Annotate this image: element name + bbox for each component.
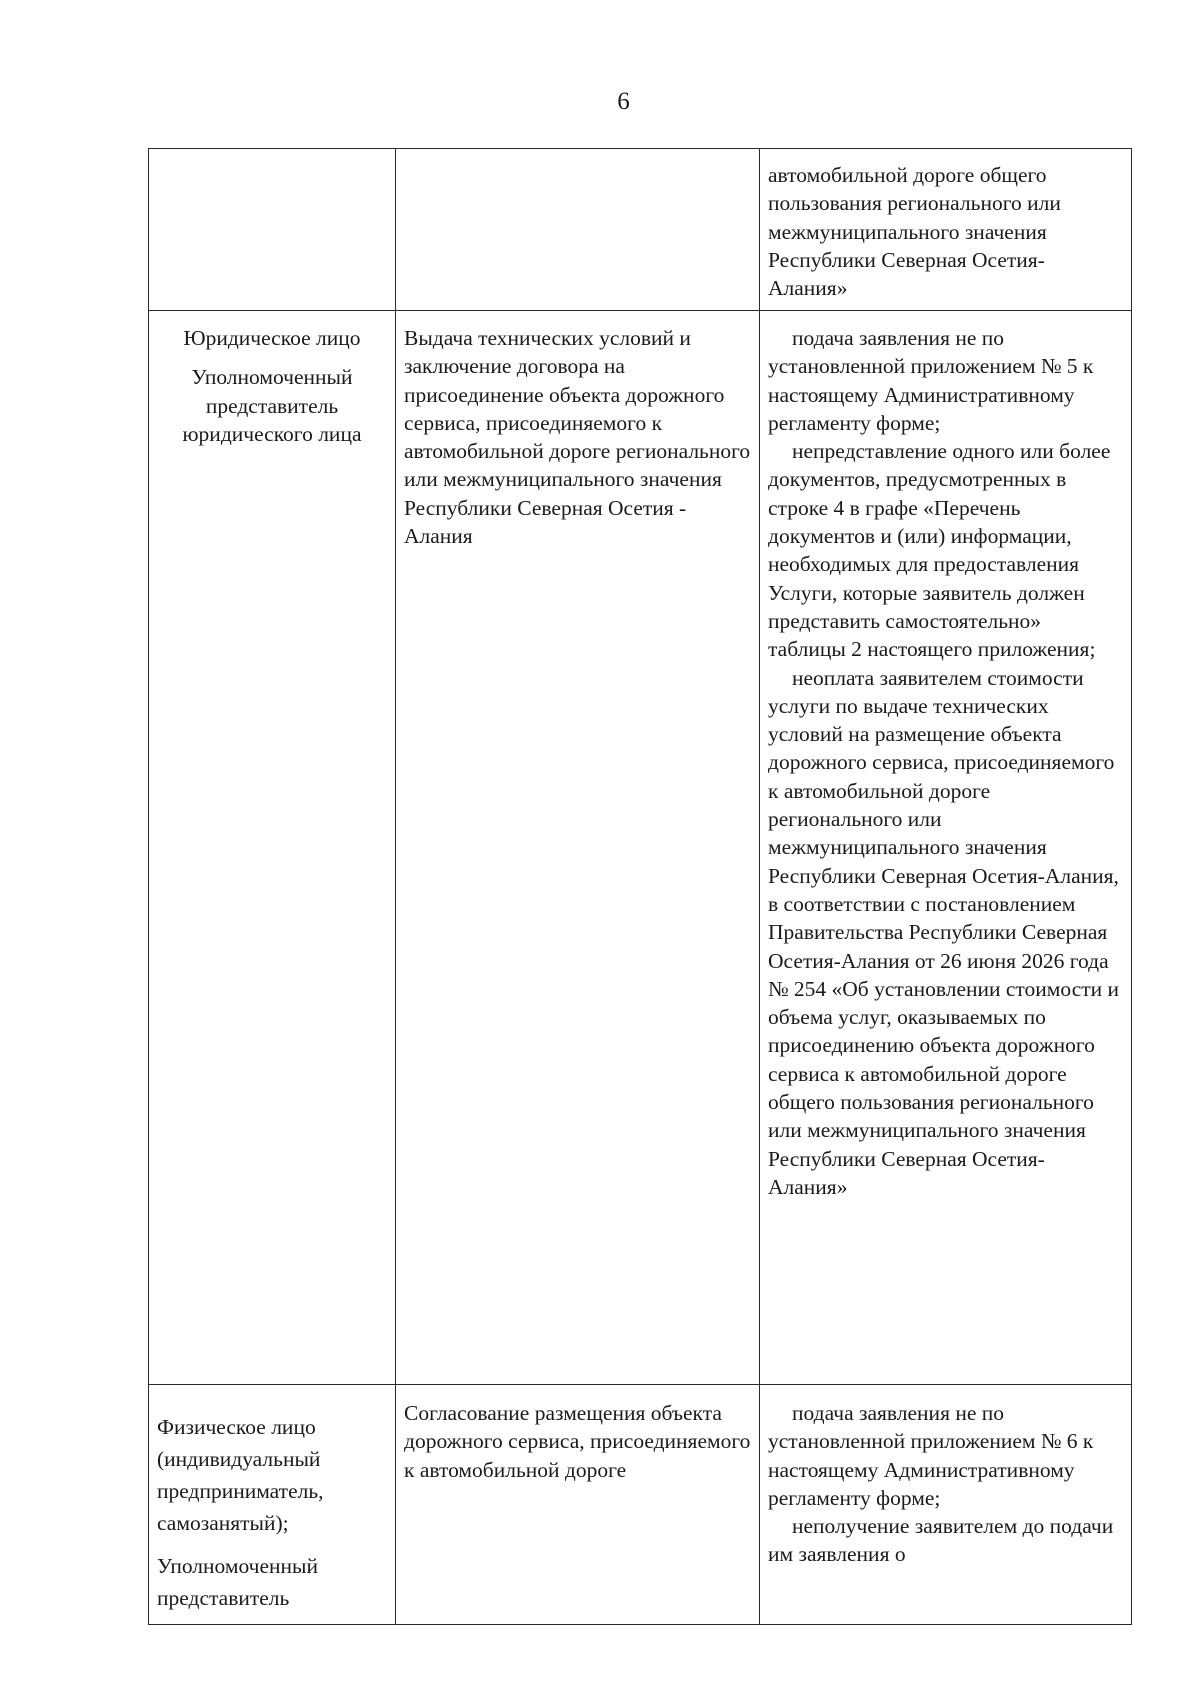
applicant-representative: Уполномоченный представитель юридического лица bbox=[182, 365, 362, 446]
grounds-item: неполучение заявителем до подачи им заявления о bbox=[768, 1514, 1114, 1567]
applicant-type: Юридическое лицо bbox=[183, 326, 361, 350]
grounds-cell bbox=[760, 149, 1132, 311]
service-text: Выдача технических условий и заключение договора на присоединение объекта дорожного сервиса, присоединяемого к автомобильной дороге регионального или межмуниципального значения Республики Северная Осетия - Алания bbox=[404, 326, 751, 549]
grounds-text: автомобильной дороге общего пользования регионального или межмуниципального значения Республики Северная Осетия-Алания» bbox=[768, 163, 1061, 301]
applicant-representative: Уполномоченный представитель bbox=[157, 1554, 318, 1610]
grounds-cell bbox=[760, 311, 1132, 1385]
grounds-item: подача заявления не по установленной приложением № 5 к настоящему Административному регламенту форме; bbox=[768, 326, 1094, 435]
service-text: Согласование размещения объекта дорожного сервиса, присоединяемого к автомобильной дороге bbox=[404, 1401, 751, 1482]
table-row bbox=[149, 1385, 1132, 1625]
grounds-item: подача заявления не по установленной приложением № 6 к настоящему Административному регламенту форме; bbox=[768, 1401, 1094, 1510]
applicant-cell bbox=[149, 311, 396, 1385]
service-cell bbox=[396, 1385, 760, 1625]
applicant-type: Физическое лицо (индивидуальный предприниматель, самозанятый); bbox=[157, 1415, 324, 1535]
grounds-item: неоплата заявителем стоимости услуги по выдаче технических условий на размещение объекта дорожного сервиса, присоединяемого к автомобильной дороге регионального или межмуниципального значения Республики Северная Осетия-Алания, в соответствии с постановлением Правительства Республики Северная Осетия-Алания от 26 июня 2026 года № 254 «Об установлении стоимости и объема услуг, оказываемых по присоединению объекта дорожного сервиса к автомобильной дороге общего пользования регионального или межмуниципального значения Республики Северная Осетия-Алания» bbox=[768, 665, 1120, 1199]
applicant-cell bbox=[149, 149, 396, 311]
service-cell bbox=[396, 149, 760, 311]
applicant-cell bbox=[149, 1385, 396, 1625]
service-cell bbox=[396, 311, 760, 1385]
grounds-item: непредставление одного или более документов, предусмотренных в строке 4 в графе «Перечень документов и (или) информации, необходимых для предоставления Услуги, которые заявитель должен представить самостоятельно» таблицы 2 настоящего приложения; bbox=[768, 439, 1111, 662]
grounds-cell bbox=[760, 1385, 1132, 1625]
document-table bbox=[148, 148, 1132, 1625]
table-row bbox=[149, 311, 1132, 1385]
page-number: 6 bbox=[617, 88, 630, 115]
table-row bbox=[149, 149, 1132, 311]
